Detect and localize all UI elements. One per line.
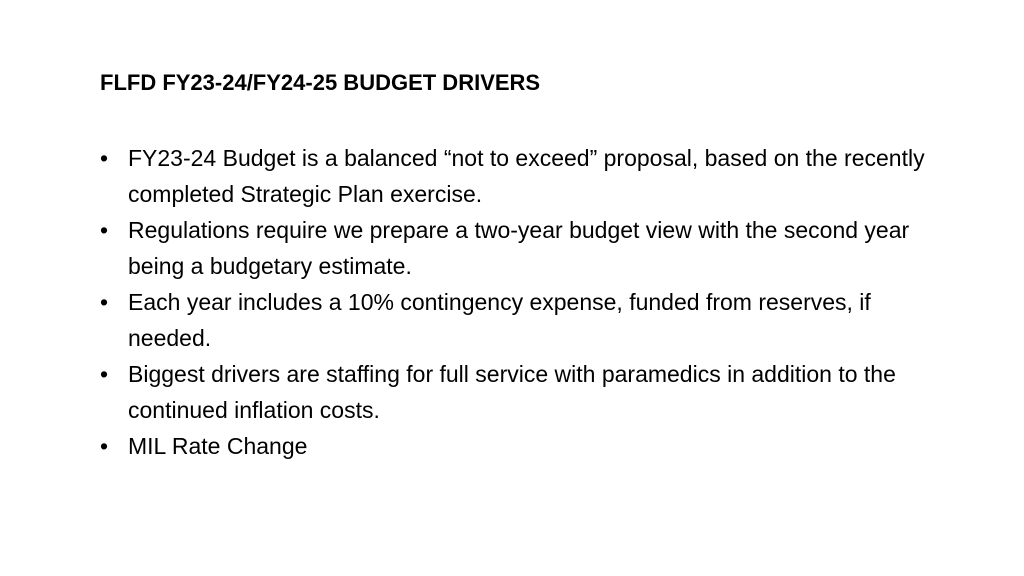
bullet-text: FY23-24 Budget is a balanced “not to exceed” proposal, based on the recently completed Strategic Plan exercise. xyxy=(128,145,925,207)
bullet-list xyxy=(100,140,940,464)
bullet-item xyxy=(100,356,940,428)
bullet-icon: • xyxy=(100,433,109,459)
slide-title: FLFD FY23-24/FY24-25 BUDGET DRIVERS xyxy=(100,70,541,95)
bullet-icon: • xyxy=(100,145,109,171)
bullet-item xyxy=(100,284,940,356)
bullet-text: MIL Rate Change xyxy=(128,433,308,459)
bullet-icon: • xyxy=(100,361,109,387)
bullet-item xyxy=(100,428,940,464)
bullet-item xyxy=(100,140,940,212)
bullet-item xyxy=(100,212,940,284)
bullet-icon: • xyxy=(100,289,109,315)
bullet-text: Regulations require we prepare a two-year budget view with the second year being a budgetary estimate. xyxy=(128,217,910,279)
bullet-text: Each year includes a 10% contingency expense, funded from reserves, if needed. xyxy=(128,289,871,351)
bullet-text: Biggest drivers are staffing for full service with paramedics in addition to the continued inflation costs. xyxy=(128,361,896,423)
bullet-icon: • xyxy=(100,217,109,243)
